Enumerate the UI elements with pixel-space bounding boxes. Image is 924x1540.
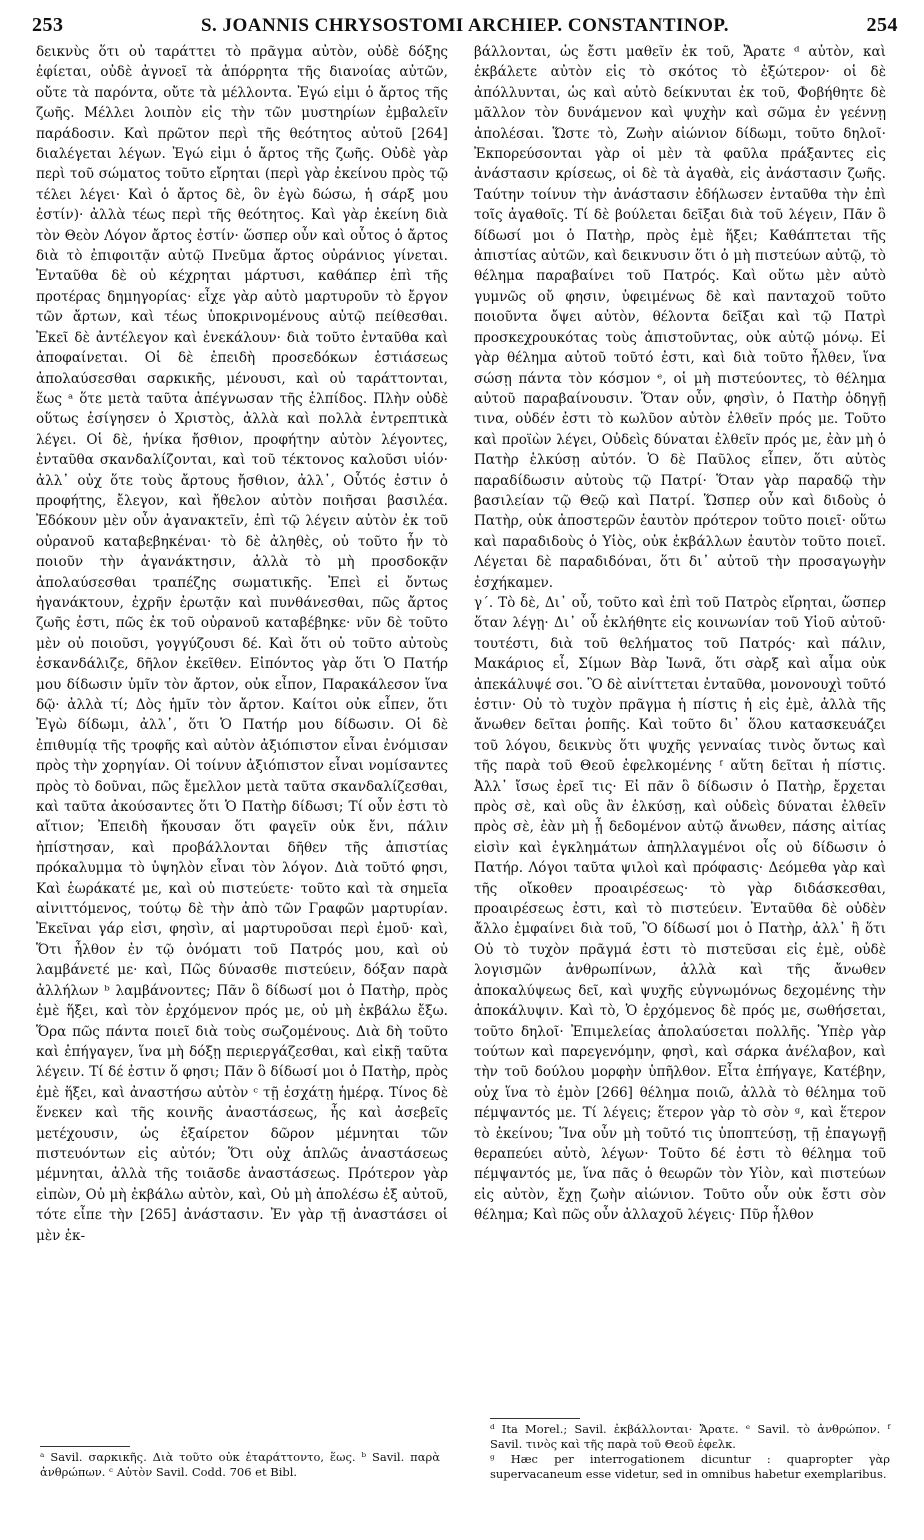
right-column: [474, 42, 886, 1226]
footnote-text: ᵈ Ita Morel.; Savil. ἐκβάλλονται· Ἄρατε. ᵉ Savil. τὸ ἀνθρώπον. ᶠ Savil. τινὸς καὶ τῆς παρὰ τοῦ Θεοῦ ἐφελκ.: [490, 1422, 890, 1451]
page-number-left: 253: [32, 14, 64, 36]
page-number-right: 254: [866, 14, 898, 36]
running-title: S. JOANNIS CHRYSOSTOMI ARCHIEP. CONSTANTINOP.: [200, 15, 730, 36]
left-column-text: δεικνὺς ὅτι οὐ ταράττει τὸ πρᾶγμα αὐτὸν, οὐδὲ δόξης ἐφίεται, οὐδὲ ἀγνοεῖ τὰ ἀπόρρητα τῆς διανοίας αὐτῶν, οὔτε τὰ παρόντα, οὔτε τὰ μέλλοντα. Ἐγώ εἰμι ὁ ἄρτος τῆς ζωῆς. Μέλλει λοιπὸν εἰς τὴν τῶν μυστηρίων ἐμβαλεῖν παράδοσιν. Καὶ πρῶτον περὶ τῆς θεότητος αὐτοῦ [264] διαλέγεται λέγων. Ἐγώ εἰμι ὁ ἄρτος τῆς ζωῆς. Οὐδὲ γὰρ περὶ τοῦ σώματος τοῦτο εἴρηται (περὶ γὰρ ἐκείνου πρὸς τῷ τέλει λέγει· Καὶ ὁ ἄρτος δὲ, ὃν ἐγὼ δώσω, ἡ σάρξ μου ἐστίν)· ἀλλὰ τέως περὶ τῆς θεότητος. Καὶ γὰρ ἐκείνη διὰ τὸν Θεὸν Λόγον ἄρτος ἐστίν· ὥσπερ οὖν καὶ οὗτος ὁ ἄρτος διὰ τὸ ἐπιφοιτᾷν αὐτῷ Πνεῦμα ἄρτος οὐράνιος γίνεται. Ἐνταῦθα δὲ οὐ κέχρηται μάρτυσι, καθάπερ ἐπὶ τῆς προτέρας δημηγορίας· εἶχε γὰρ αὐτὸ μαρτυροῦν τὸ ἔργον τῶν ἄρτων, καὶ τέως ὑποκρινομένους αὐτῷ πείθεσθαι. Ἐκεῖ δὲ ἀντέλεγον καὶ ἐνεκάλουν· διὰ τοῦτο ἐνταῦθα καὶ ἀποφαίνεται. Οἱ δὲ ἐπειδὴ προσεδόκων ἑστιάσεως ἀπολαύσεσθαι σαρκικῆς, μένουσι, καὶ οὐ ταράττονται, ἕως ᵃ ὅτε μετὰ ταῦτα ἀπέγνωσαν τῆς ἐλπίδος. Πλὴν οὐδὲ οὕτως ἐσίγησεν ὁ Χριστὸς, ἀλλὰ καὶ πολλὰ ἐντρεπτικὰ λέγει. Οἱ δὲ, ἡνίκα ἤσθιον, προφήτην αὐτὸν λέγοντες, ἐνταῦθα σκανδαλίζονται, καὶ τοῦ τέκτονος καλοῦσι υἱόν· ἀλλ᾽ οὐχ ὅτε τοὺς ἄρτους ἤσθιον, ἀλλ᾽, Οὗτός ἐστιν ὁ προφήτης, ἔλεγον, καὶ ἤθελον αὐτὸν ποιῆσαι βασιλέα. Ἐδόκουν μὲν οὖν ἀγανακτεῖν, ἐπὶ τῷ λέγειν αὐτὸν ἐκ τοῦ οὐρανοῦ καταβεβηκέναι· τὸ δὲ ἀληθὲς, οὐ τοῦτο ἦν τὸ ποιοῦν τὴν ἀγανάκτησιν, ἀλλὰ τὸ μὴ προσδοκᾷν ἀπολαύσεσθαι τραπέζης σωματικῆς. Ἐπεὶ εἰ ὄντως ἠγανάκτουν, ἐχρῆν ἐρωτᾷν καὶ πυνθάνεσθαι, πῶς ἄρτος ζωῆς ἐστι, πῶς ἐκ τοῦ οὐρανοῦ καταβέβηκε· νῦν δὲ τοῦτο μὲν οὐ ποιοῦσι, γογγύζουσι δέ. Καὶ ὅτι οὐ τοῦτο αὐτοὺς ἐσκανδάλιζε, δῆλον ἐκεῖθεν. Εἰπόντος γὰρ ὅτι Ὁ Πατήρ μου δίδωσιν ὑμῖν τὸν ἄρτον, οὐκ εἶπον, Παρακάλεσον ἵνα δῷ· ἀλλὰ τί; Δὸς ἡμῖν τὸν ἄρτον. Καίτοι οὐκ εἶπεν, ὅτι Ἐγὼ δίδωμι, ἀλλ᾽, ὅτι Ὁ Πατήρ μου δίδωσιν. Οἱ δὲ ἐπιθυμίᾳ τῆς τροφῆς καὶ αὐτὸν ἀξιόπιστον εἶναι ἐνόμισαν πρὸς τὴν χορηγίαν. Οἱ τοίνυν ἀξιόπιστον εἶναι νομίσαντες πρὸς τὸ δοῦναι, πῶς ἔμελλον μετὰ ταῦτα σκανδαλίζεσθαι, καὶ ταῦτα ἀκούσαντες ὅτι Ὁ Πατὴρ δίδωσι; Τί οὖν ἐστι τὸ αἴτιον; Ἐπειδὴ ἤκουσαν ὅτι φαγεῖν οὐκ ἔνι, πάλιν ἠπίστησαν, καὶ προβάλλονται δῆθεν τῆς ἀπιστίας πρόκαλυμμα τὸ ὑψηλὸν εἶναι τὸν λόγον. Διὰ τοῦτό φησι, Καὶ ἑωράκατέ με, καὶ οὐ πιστεύετε· τοῦτο καὶ τὰ σημεῖα αἰνιττόμενος, τούτῳ δὲ τὴν ἀπὸ τῶν Γραφῶν μαρτυρίαν. Ἐκεῖναι γάρ εἰσι, φησὶν, αἱ μαρτυροῦσαι περὶ ἐμοῦ· καὶ, Ὅτι ἦλθον ἐν τῷ ὀνόματι τοῦ Πατρός μου, καὶ οὐ λαμβάνετέ με· καὶ, Πῶς δύνασθε πιστεύειν, δόξαν παρὰ ἀλλήλων ᵇ λαμβάνοντες; Πᾶν ὃ δίδωσί μοι ὁ Πατὴρ, πρὸς ἐμὲ ἥξει, καὶ τὸν ἐρχόμενον πρός με, οὐ μὴ ἐκβάλω ἔξω. Ὅρα πῶς πάντα ποιεῖ διὰ τοὺς σωζομένους. Διὰ δὴ τοῦτο καὶ ἐπήγαγεν, ἵνα μὴ δόξῃ περιεργάζεσθαι, καὶ εἰκῇ ταῦτα λέγειν. Τί δέ ἐστιν ὅ φησι; Πᾶν ὃ δίδωσί μοι ὁ Πατὴρ, πρὸς ἐμὲ ἥξει, καὶ ἀναστήσω αὐτὸν ᶜ τῇ ἐσχάτῃ ἡμέρᾳ. Τίνος δὲ ἕνεκεν καὶ τῆς κοινῆς ἀναστάσεως, ἧς καὶ ἀσεβεῖς μετέχουσιν, ὡς ἐξαίρετον δῶρον μέμνηται τῶν πιστευόντων εἰς αὐτόν; Ὅτι οὐχ ἁπλῶς ἀναστάσεως μέμνηται, ἀλλὰ τῆς τοιᾶσδε ἀναστάσεως. Πρότερον γὰρ εἰπὼν, Οὐ μὴ ἐκβάλω αὐτὸν, καὶ, Οὐ μὴ ἀπολέσω ἐξ αὐτοῦ, τότε εἶπε τὴν [265] ἀνάστασιν. Ἐν γὰρ τῇ ἀναστάσει οἱ μὲν ἐκ-: [36, 44, 448, 1244]
footnotes-left: [40, 1450, 440, 1480]
right-column-text-part2: γ΄. Τὸ δὲ, Δι᾽ οὗ, τοῦτο καὶ ἐπὶ τοῦ Πατρὸς εἴρηται, ὥσπερ ὅταν λέγῃ· Δι᾽ οὗ ἐκλήθητε εἰς κοινωνίαν τοῦ Υἱοῦ αὐτοῦ· τουτέστι, διὰ τοῦ θελήματος τοῦ Πατρός· καὶ πάλιν, Μακάριος εἶ, Σίμων Βὰρ Ἰωνᾶ, ὅτι σὰρξ καὶ αἷμα οὐκ ἀπεκάλυψέ σοι. Ὃ δὲ αἰνίττεται ἐνταῦθα, μονονουχὶ τοῦτό ἐστιν· Οὐ τὸ τυχὸν πρᾶγμα ἡ πίστις ἡ εἰς ἐμὲ, ἀλλὰ τῆς ἄνωθεν δεῖται ῥοπῆς. Καὶ τοῦτο δι᾽ ὅλου κατασκευάζει τοῦ λόγου, δεικνὺς ὅτι ψυχῆς γενναίας τινὸς ὄντως καὶ τῆς παρὰ τοῦ Θεοῦ ἐφελκομένης ᶠ αὕτη δεῖται ἡ πίστις. Ἀλλ᾽ ἴσως ἐρεῖ τις· Εἰ πᾶν ὃ δίδωσιν ὁ Πατὴρ, ἔρχεται πρὸς σὲ, καὶ οὓς ἂν ἑλκύσῃ, καὶ οὐδεὶς δύναται ἐλθεῖν πρὸς σὲ, ἐὰν μὴ ᾖ δεδομένον αὐτῷ ἄνωθεν, πάσης αἰτίας εἰσὶν καὶ ἐγκλημάτων ἀπηλλαγμένοι οἷς οὐ δίδωσιν ὁ Πατήρ. Λόγοι ταῦτα ψιλοὶ καὶ πρόφασις· Δεόμεθα γὰρ καὶ τῆς οἴκοθεν προαιρέσεως· τὸ γὰρ διδάσκεσθαι, προαιρέσεως ἐστι, καὶ τὸ πιστεύειν. Ἐνταῦθα δὲ οὐδὲν ἄλλο ἐμφαίνει διὰ τοῦ, Ὃ δίδωσί μοι ὁ Πατὴρ, ἀλλ᾽ ἢ ὅτι Οὐ τὸ τυχὸν πρᾶγμά ἐστι τὸ πιστεῦσαι εἰς ἐμὲ, οὐδὲ λογισμῶν ἀνθρωπίνων, ἀλλὰ καὶ τῆς ἄνωθεν ἀποκαλύψεως δεῖ, καὶ ψυχῆς εὐγνωμόνως δεχομένης τὴν ἀποκάλυψιν. Καὶ τὸ, Ὁ ἐρχόμενος δὲ πρός με, σωθήσεται, τοῦτο δηλοῖ· Ἐπιμελείας ἀπολαύσεται πολλῆς. Ὑπὲρ γὰρ τούτων καὶ παρεγενόμην, φησὶ, καὶ σάρκα ἀνέλαβον, καὶ τὴν τοῦ δούλου μορφὴν ὑπῆλθον. Εἶτα ἐπήγαγε, Κατέβην, οὐχ ἵνα τὸ ἐμὸν [266] θέλημα ποιῶ, ἀλλὰ τὸ θέλημα τοῦ πέμψαντός με. Τί λέγεις; ἕτερον γὰρ τὸ σὸν ᵍ, καὶ ἕτερον τὸ ἐκείνου; Ἵνα οὖν μὴ τοῦτό τις ὑποπτεύσῃ, τῇ ἐπαγωγῇ θεραπεύει αὐτὸ, λέγων· Τοῦτο δέ ἐστι τὸ θέλημα τοῦ πέμψαντός με, ἵνα πᾶς ὁ θεωρῶν τὸν Υἱὸν, καὶ πιστεύων εἰς αὐτὸν, ἔχῃ ζωὴν αἰώνιον. Τοῦτο οὖν οὐκ ἔστι σὸν θέλημα; Καὶ πῶς οὖν ἀλλαχοῦ λέγεις· Πῦρ ἦλθον: [474, 594, 886, 1224]
footnote-text: ᵃ Savil. σαρκικῆς. Διὰ τοῦτο οὐκ ἐταράττοντο, ἕως. ᵇ Savil. παρὰ ἀνθρώπων. ᶜ Αὐτὸν Savil. Codd. 706 et Bibl.: [40, 1450, 440, 1479]
footnote-rule-left: [40, 1446, 130, 1447]
footnote-rule-right: [490, 1418, 580, 1419]
running-header: [32, 14, 898, 42]
footnote-text: ᵍ Hæc per interrogationem dicuntur : quapropter γὰρ supervacaneum esse videtur, sed in omnibus habetur exemplaribus.: [490, 1452, 890, 1481]
footnotes-right: [490, 1422, 890, 1482]
right-column-text-part1: βάλλονται, ὡς ἔστι μαθεῖν ἐκ τοῦ, Ἄρατε ᵈ αὐτὸν, καὶ ἐκβάλετε αὐτὸν εἰς τὸ σκότος τὸ ἐξώτερον· οἱ δὲ ἀπόλλυνται, ὡς καὶ αὐτὸ δείκνυται ἐκ τοῦ, Φοβήθητε δὲ μᾶλλον τὸν δυνάμενον καὶ ψυχὴν καὶ σῶμα ἐν γεέννῃ ἀπολέσαι. Ὥστε τὸ, Ζωὴν αἰώνιον δίδωμι, τοῦτο δηλοῖ· Ἐκπορεύσονται γὰρ οἱ μὲν τὰ φαῦλα πράξαντες εἰς ἀνάστασιν κρίσεως, οἱ δὲ τὰ ἀγαθὰ, εἰς ἀνάστασιν ζωῆς. Ταύτην τοίνυν τὴν ἀνάστασιν ἐδήλωσεν ἐνταῦθα τὴν ἐπὶ τοῖς ἀγαθοῖς. Τί δὲ βούλεται δεῖξαι διὰ τοῦ λέγειν, Πᾶν ὃ δίδωσί μοι ὁ Πατὴρ, πρὸς ἐμὲ ἥξει; Καθάπτεται τῆς ἀπιστίας αὐτῶν, καὶ δεικνυσιν ὅτι ὁ μὴ πιστεύων αὐτῷ, τὸ θέλημα παραβαίνει τοῦ Πατρός. Καὶ οὕτω μὲν αὐτὸ γυμνῶς οὔ φησιν, ὑφειμένως δὲ καὶ πανταχοῦ τοῦτο ποιοῦντα ὄψει αὐτὸν, θέλοντα δεῖξαι καὶ τῷ Πατρὶ προσκεχρουκότας τοὺς ἀπιστοῦντας, οὐκ αὐτῷ μόνῳ. Εἰ γὰρ θέλημα αὐτοῦ τοῦτό ἐστι, καὶ διὰ τοῦτο ἦλθεν, ἵνα σώσῃ πάντα τὸν κόσμον ᵉ, οἱ μὴ πιστεύοντες, τὸ θέλημα αὐτοῦ παραβαίνουσιν. Ὅταν οὖν, φησὶν, ὁ Πατὴρ ὁδηγῇ τινα, οὐδέν ἐστι τὸ κωλῦον αὐτὸν ἐλθεῖν πρός με. Τοῦτο καὶ προϊὼν λέγει, Οὐδεὶς δύναται ἐλθεῖν πρός με, ἐὰν μὴ ὁ Πατὴρ ἑλκύσῃ αὐτόν. Ὁ δὲ Παῦλος εἶπεν, ὅτι αὐτὸς παραδίδωσιν αὐτοὺς τῷ Πατρί· Ὅταν γὰρ παραδῷ τὴν βασιλείαν τῷ Θεῷ καὶ Πατρί. Ὥσπερ οὖν καὶ διδοὺς ὁ Πατὴρ, οὐκ ἀποστερῶν ἑαυτὸν πρότερον τοῦτο ποιεῖ· οὕτω καὶ παραδιδοὺς ὁ Υἱὸς, οὐκ ἐκβάλλων ἑαυτὸν τοῦτο ποιεῖ. Λέγεται δὲ παραδιδόναι, ὅτι δι᾽ αὐτοῦ τὴν προσαγωγὴν ἐσχήκαμεν.: [474, 44, 886, 591]
left-column: [36, 42, 448, 1246]
